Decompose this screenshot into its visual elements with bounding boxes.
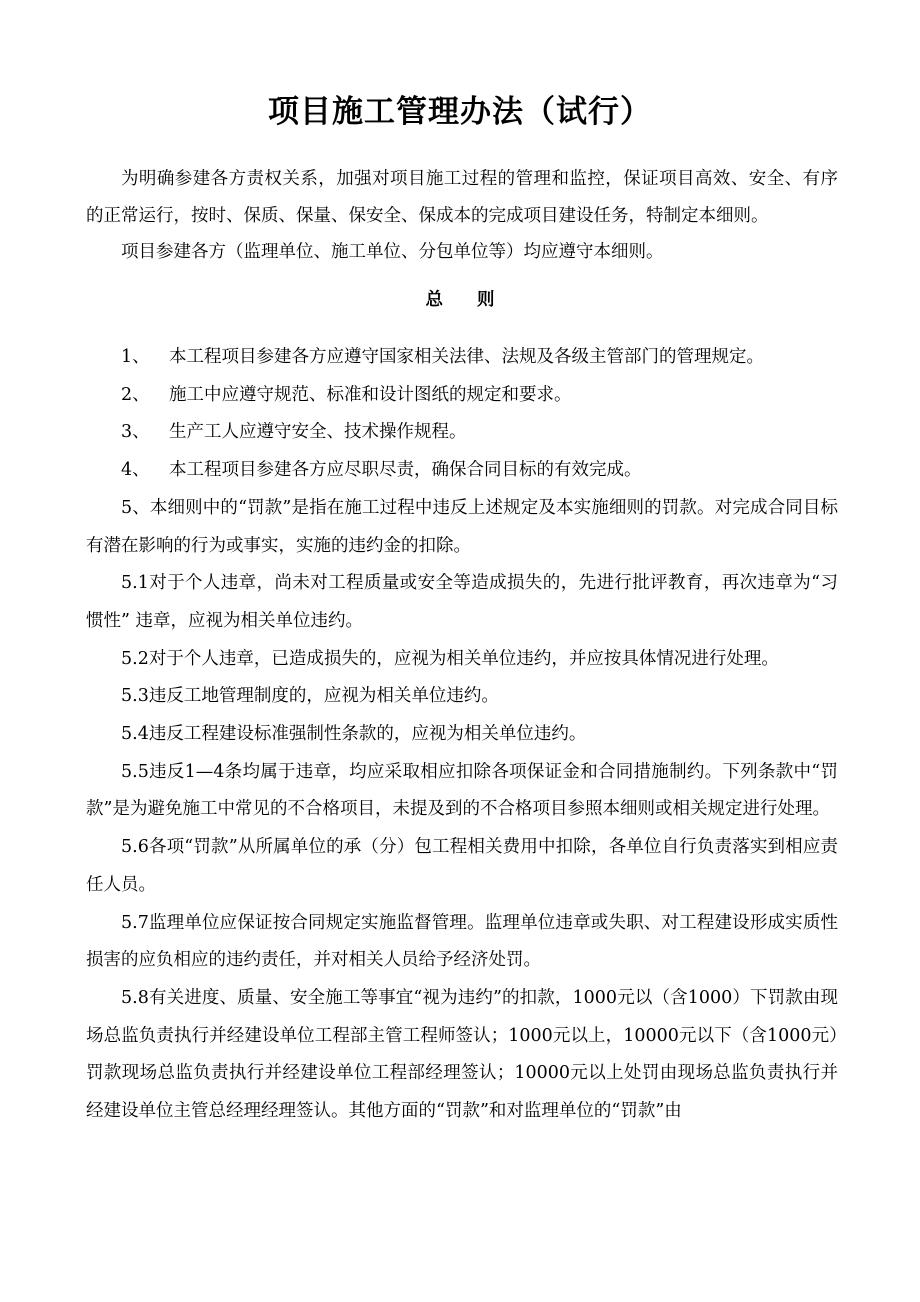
rule-paragraph: 5.2对于个人违章，已造成损失的，应视为相关单位违约，并应按具体情况进行处理。 <box>121 648 779 669</box>
rule-text: 生产工人应遵守安全、技术操作规程。 <box>169 422 467 443</box>
rule-number: 3、 <box>121 422 150 443</box>
rule-paragraph: 5.3违反工地管理制度的，应视为相关单位违约。 <box>121 686 499 707</box>
rule-text: 本工程项目参建各方应遵守国家相关法律、法规及各级主管部门的管理规定。 <box>169 347 764 367</box>
rule-paragraph: 5、本细则中的“罚款”是指在施工过程中违反上述规定及本实施细则的罚款。对完成合同目标有潜在影响的行为或事实，实施的违约金的扣除。 <box>86 497 838 556</box>
rule-paragraph: 5.6各项“罚款”从所属单位的承（分）包工程相关费用中扣除，各单位自行负责落实到相应责任人员。 <box>86 837 838 895</box>
intro-paragraph: 项目参建各方（监理单位、施工单位、分包单位等）均应遵守本细则。 <box>121 242 664 263</box>
rule-text: 本工程项目参建各方应尽职尽责，确保合同目标的有效完成。 <box>169 460 642 481</box>
rule-text: 施工中应遵守规范、标准和设计图纸的规定和要求。 <box>169 384 572 405</box>
rule-item <box>86 377 838 415</box>
rule-paragraph: 5.7监理单位应保证按合同规定实施监督管理。监理单位违章或失职、对工程建设形成实质性损害的应负相应的违约责任，并对相关人员给予经济处罚。 <box>86 912 838 971</box>
rule-paragraph: 5.1对于个人违章，尚未对工程质量或安全等造成损失的，先进行批评教育，再次违章为“习惯性” 违章，应视为相关单位违约。 <box>86 573 838 631</box>
rule-item <box>86 452 838 490</box>
rule-paragraph: 5.8有关进度、质量、安全施工等事宜“视为违约”的扣款，1000元以（含1000）下罚款由现场总监负责执行并经建设单位工程部主管工程师签认；1000元以上，10000元以下（含1000元）罚款现场总监负责执行并经建设单位工程部经理签认；10000元以上处罚由现场总监负责执行并经建设单位主管总经理经理签认。其他方面的“罚款”和对监理单位的“罚款”由 <box>86 987 838 1122</box>
rule-item <box>86 339 838 377</box>
rule-number: 1、 <box>121 347 150 367</box>
rule-number: 4、 <box>121 460 150 481</box>
intro-section <box>86 161 838 271</box>
rule-item <box>86 414 838 452</box>
rule-paragraph: 5.5违反1—4条均属于违章，均应采取相应扣除各项保证金和合同措施制约。下列条款中“罚款”是为避免施工中常见的不合格项目，未提及到的不合格项目参照本细则或相关规定进行处理。 <box>86 761 838 820</box>
rules-section <box>86 339 838 1131</box>
section-heading: 总则 <box>425 290 529 310</box>
document-title: 项目施工管理办法（试行） <box>268 94 652 130</box>
intro-paragraph: 为明确参建各方责权关系，加强对项目施工过程的管理和监控，保证项目高效、安全、有序的正常运行，按时、保质、保量、保安全、保成本的完成项目建设任务，特制定本细则。 <box>86 169 838 226</box>
rule-paragraph: 5.4违反工程建设标准强制性条款的，应视为相关单位违约。 <box>121 724 587 745</box>
rule-number: 2、 <box>121 384 150 405</box>
